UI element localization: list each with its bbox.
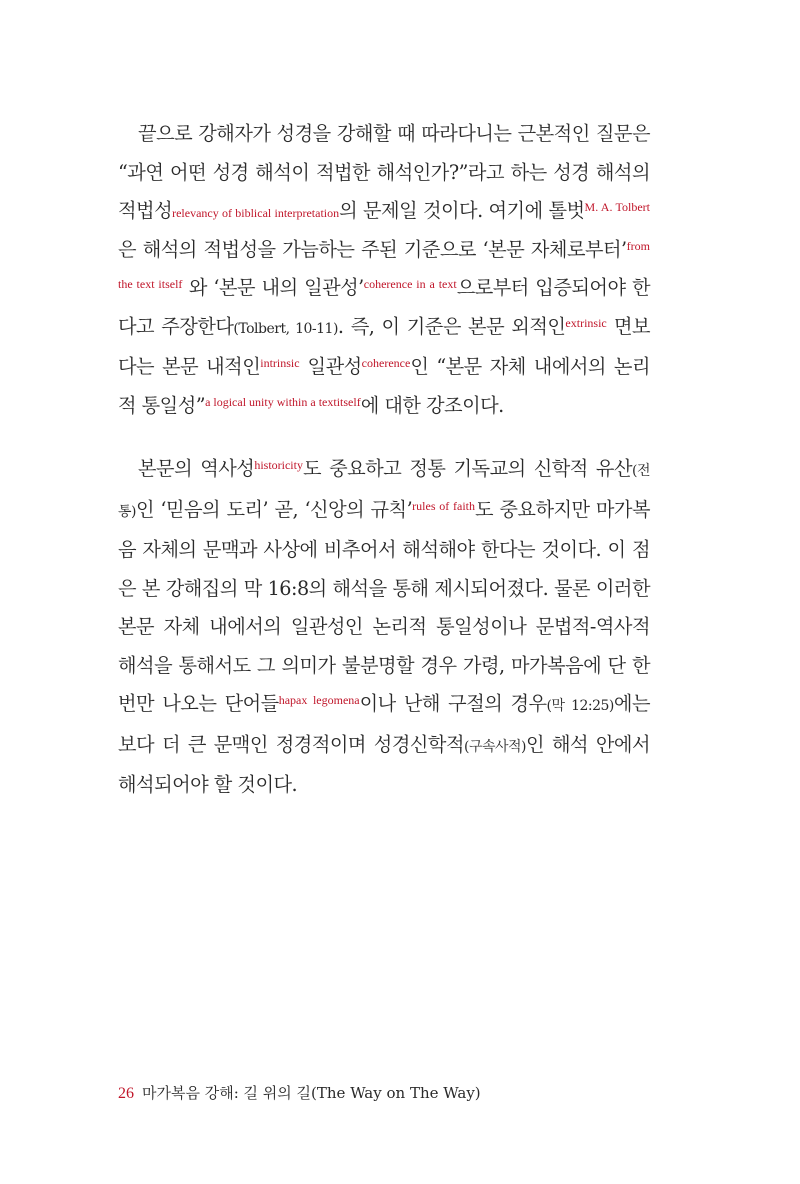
- english-gloss: rules of faith: [412, 498, 475, 513]
- text-run: 인 해석 안에서 해석되어야 할 것이다.: [118, 732, 650, 796]
- text-run: 본문의 역사성: [138, 457, 255, 480]
- english-gloss: extrinsic: [565, 315, 607, 330]
- text-run: 인 “본문 자체 내에서의 논리적 통일성”: [118, 355, 650, 417]
- text-run: 에 대한 강조이다.: [360, 393, 504, 417]
- text-run: 인 ‘믿음의 도리’ 곧, ‘신앙의 규칙’: [136, 497, 413, 521]
- small-annotation: (구속사적): [464, 738, 527, 755]
- text-run: 끝으로 강해자가 성경을 강해할 때 따라다니는 근본적인 질문은 “과연 어떤 성경 해석이 적법한 해석인가?”라고 하는 성경 해석의 적법성: [118, 122, 650, 222]
- english-gloss: relevancy of biblical interpretation: [172, 206, 340, 220]
- text-run: 일관성: [299, 355, 362, 378]
- english-gloss: from the text itself: [118, 238, 650, 291]
- page-number: 26: [118, 1085, 134, 1102]
- body-paragraph-2: [118, 450, 650, 805]
- english-gloss: intrinsic: [260, 356, 300, 370]
- text-run: 에는 보다 더 큰 문맥인 정경적이며 성경신학적: [118, 692, 650, 756]
- citation: (Tolbert, 10-11): [233, 320, 338, 337]
- small-annotation: (전통): [118, 463, 651, 520]
- english-gloss: coherence: [361, 356, 411, 370]
- text-run: 와 ‘본문 내의 일관성’: [182, 276, 364, 299]
- english-gloss: coherence in a text: [363, 277, 457, 291]
- text-run: 면보다는 본문 내적인: [118, 314, 651, 378]
- text-run: 이나 난해 구절의 경우: [359, 692, 547, 715]
- text-run: 의 문제일 것이다. 여기에 톨벗: [339, 199, 585, 222]
- english-gloss: M. A. Tolbert: [584, 200, 650, 214]
- running-title: 마가복음 강해: 길 위의 길(The Way on The Way): [142, 1084, 481, 1102]
- text-run: . 즉, 이 기준은 본문 외적인: [337, 314, 566, 338]
- text-run: 은 해석의 적법성을 가늠하는 주된 기준으로 ‘본문 자체로부터’: [118, 237, 627, 261]
- english-gloss: hapax legomena: [278, 693, 360, 707]
- text-run: 도 중요하지만 마가복음 자체의 문맥과 사상에 비추어서 해석해야 한다는 것이다. 이 점은 본 강해집의 막 16:8의 해석을 통해 제시되어졌다. 물론 이러한 본문 자체 내에서의 일관성인 논리적 통일성이나 문법적-역사적 해석을 통해서도 그 의미가 불분명할 경우 가령, 마가복음에 단 한 번만 나오는 단어들: [118, 497, 650, 715]
- citation: (막 12:25): [546, 698, 614, 714]
- body-paragraph-1: [118, 115, 650, 425]
- text-run: 으로부터 입증되어야 한다고 주장한다: [118, 276, 650, 338]
- text-run: 도 중요하고 정통 기독교의 신학적 유산: [302, 457, 633, 480]
- english-gloss: historicity: [254, 458, 303, 472]
- page-footer: [118, 1083, 481, 1104]
- english-gloss: a logical unity within a textitself: [205, 394, 361, 409]
